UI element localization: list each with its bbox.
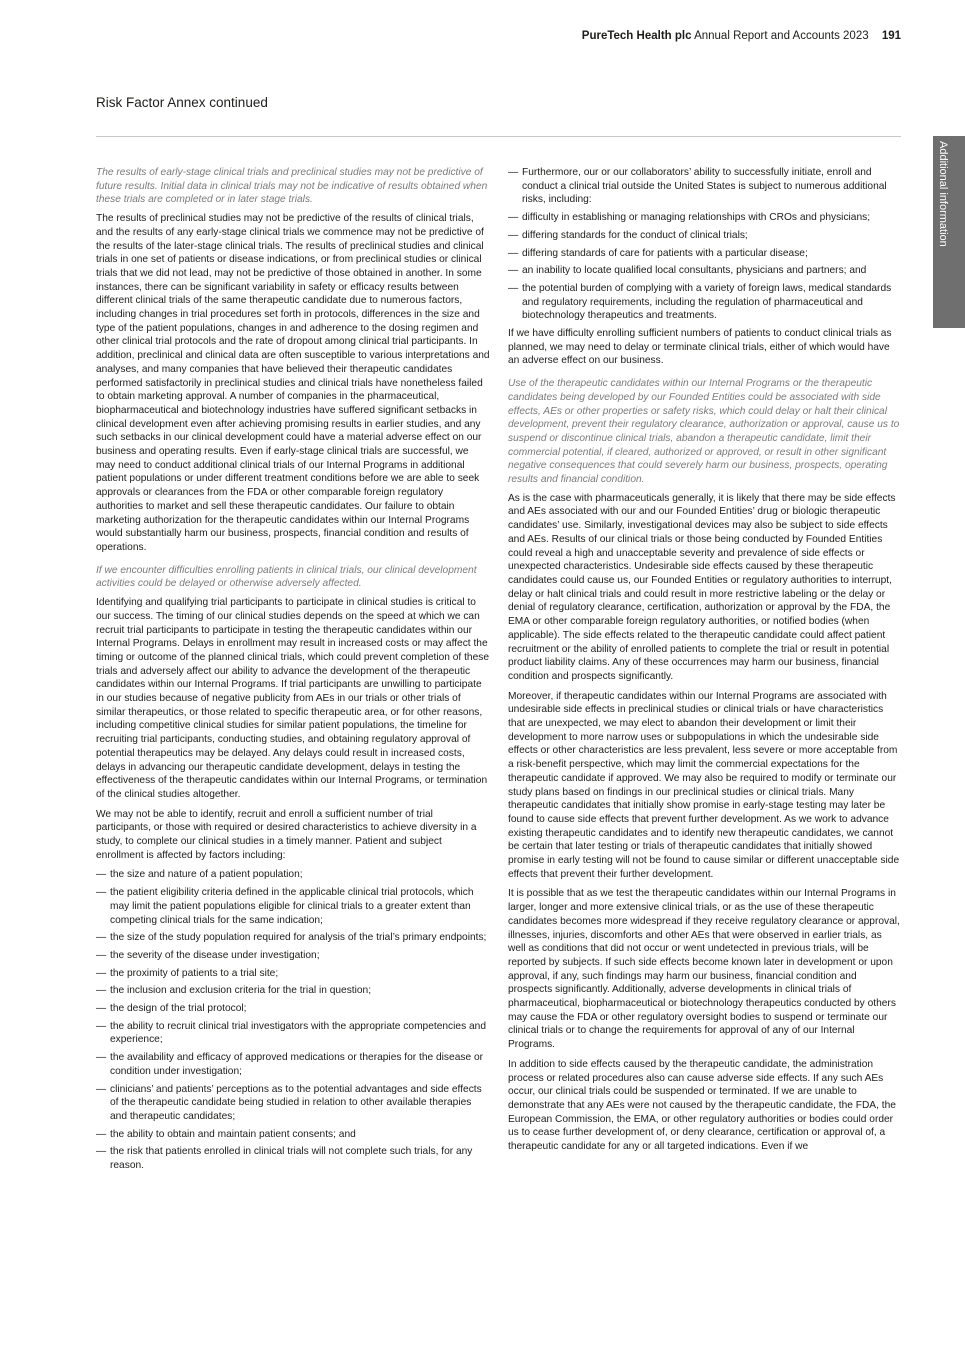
paragraph: In addition to side effects caused by the therapeutic candidate, the administration process or related procedures also can cause adverse side effects. If any such AEs occur, our clinical trials could be suspended or terminated. If we are unable to demonstrate that any AEs were not caused by the therapeutic candidate, the FDA, the European Commission, the EMA, or other regulatory authorities or bodies could order us to cease further development of, or deny clearance, certification or approval of, a therapeutic candidate for any or all targeted indications. Even if we [508, 1058, 896, 1153]
bullet-item: — the size of the study population required for analysis of the trial’s primary endpoints; [96, 931, 490, 945]
paragraph: Moreover, if therapeutic candidates within our Internal Programs are associated with undesirable side effects in preclinical studies or clinical trials or have characteristics that are unexpected, we may elect to abandon their development or limit their development to more narrow uses or subpopulations in which the undesirable side effects or other characteristics are less prevalent, less severe or more acceptable from a risk-benefit perspective, which may limit the commercial expectations for the therapeutic candidate if approved. We may also be required to modify or terminate our study plans based on findings in our preclinical studies or clinical trials. Many therapeutic candidates that initially show promise in early-stage testing may later be found to cause side effects that prevent further development. As we work to advance existing therapeutic candidates and to identify new therapeutic candidates, we cannot be certain that later testing or trials of therapeutic candidates that initially showed promise in early testing will not be found to cause similar or different unacceptable side effects that prevent their further development. [508, 690, 900, 880]
bullet-item: — differing standards for the conduct of clinical trials; [508, 229, 902, 243]
paragraph: We may not be able to identify, recruit and enroll a sufficient number of trial participants, or those with required or desired characteristics to achieve diversity in a study, to complete our clinical studies in a timely manner. Patient and subject enrollment is affected by factors including: [96, 808, 477, 861]
bullet-item: — differing standards of care for patients with a particular disease; [508, 247, 902, 261]
company-name: PureTech Health plc [581, 30, 692, 42]
paragraph: As is the case with pharmaceuticals generally, it is likely that there may be side effects and AEs associated with our and our Founded Entities’ drug or biologic therapeutic candidates’ use. Similarly, investigational devices may also be subject to side effects and AEs. Results of our clinical trials or those being conducted by Founded Entities could reveal a high and unacceptable severity and prevalence of side effects or unexpected characteristics. Undesirable side effects caused by these therapeutic candidates could cause us, our Founded Entities or regulatory authorities to interrupt, delay or halt clinical trials and could result in more restrictive labeling or the delay or denial of regulatory clearance, certification, authorization or approval by the FDA, the EMA or other comparable foreign regulatory authorities, or notified bodies (when applicable). The side effects related to the therapeutic candidate could affect patient recruitment or the ability of enrolled patients to complete the trial or result in potential product liability claims. Any of these occurrences may harm our business, financial condition and prospects significantly. [508, 492, 896, 682]
bullet-item: — an inability to locate qualified local consultants, physicians and partners; and [508, 264, 902, 278]
subheading: If we encounter difficulties enrolling patients in clinical trials, our clinical development activities could be delayed or otherwise adversely affected. [96, 564, 477, 590]
bullet-item: — the patient eligibility criteria defined in the applicable clinical trial protocols, which may limit the patient populations eligible for clinical trials to a greater extent than competing clinical trials for the same indication; [96, 886, 490, 927]
bullet-item: — the risk that patients enrolled in clinical trials will not complete such trials, for any reason. [96, 1145, 490, 1172]
bullet-item: — difficulty in establishing or managing relationships with CROs and physicians; [508, 211, 902, 225]
right-column [508, 166, 902, 1160]
bullet-item: — the severity of the disease under investigation; [96, 949, 490, 963]
bullet-item: — Furthermore, our or our collaborators’ ability to successfully initiate, enroll and conduct a clinical trial outside the United States is subject to numerous additional risks, including: [508, 166, 902, 207]
paragraph: Identifying and qualifying trial participants to participate in clinical studies is critical to our success. The timing of our clinical studies depends on the speed at which we can recruit trial participants to participate in testing the therapeutic candidates within our Internal Programs. Delays in enrollment may result in increased costs or may affect the timing or outcome of the planned clinical trials, which could prevent completion of these trials and adversely affect our ability to advance the development of the therapeutic candidates within our Internal Programs. If trial participants are unwilling to participate in our studies because of negative publicity from AEs in our trials or other trials of similar therapeutics, or those related to specific therapeutic area, or for other reasons, including competitive clinical studies for similar patient populations, the timeline for recruiting trial participants, conducting studies, and obtaining regulatory approval of potential therapeutics may be delayed. Any delays could result in increased costs, delays in advancing our therapeutic candidate development, delays in testing the effectiveness of the therapeutic candidates within our Internal Programs, or termination of the clinical studies altogether. [96, 597, 489, 800]
bullet-item: — the potential burden of complying with a variety of foreign laws, medical standards and regulatory requirements, including the regulation of pharmaceutical and biotechnology therapeutics and treatments. [508, 282, 902, 323]
header-divider [96, 136, 901, 137]
left-column [96, 166, 490, 1177]
report-title: Annual Report and Accounts 2023 [694, 30, 869, 42]
bullet-item: — the availability and efficacy of approved medications or therapies for the disease or condition under investigation; [96, 1051, 490, 1078]
paragraph: If we have difficulty enrolling sufficient numbers of patients to conduct clinical trials as planned, we may need to delay or terminate clinical trials, either of which would have an adverse effect on our business. [508, 328, 892, 367]
paragraph: It is possible that as we test the therapeutic candidates within our Internal Programs in larger, longer and more extensive clinical trials, or as the use of these therapeutic candidates becomes more widespread if they receive regulatory clearance or approval, illnesses, injuries, discomforts and other AEs that were observed in earlier trials, as well as conditions that did not occur or went undetected in previous trials, will be reported by subjects. If such side effects become known later in development or upon approval, if any, such findings may harm our business, financial condition and prospects significantly. Additionally, adverse developments in clinical trials of pharmaceutical, biopharmaceutical or biotechnology therapeutics conducted by others may cause the FDA or other regulatory oversight bodies to suspend or terminate our clinical trials or to change the requirements for approval of any of our Internal Programs. [508, 888, 900, 1051]
bullet-item: — the ability to obtain and maintain patient consents; and [96, 1128, 490, 1142]
subheading: Use of the therapeutic candidates within our Internal Programs or the therapeutic candidates being developed by our Founded Entities could be associated with side effects, AEs or other properties or safety risks, which could delay or halt their clinical development, prevent their regulatory clearance, authorization or approval, cause us to suspend or discontinue clinical trials, abandon a therapeutic candidate, limit their commercial potential, if cleared, authorized or approved, or result in other significant negative consequences that could severely harm our business, prospects, operating results and financial condition. [508, 378, 900, 486]
bullet-item: — the ability to recruit clinical trial investigators with the appropriate competencies and experience; [96, 1020, 490, 1047]
bullet-item: — clinicians’ and patients’ perceptions as to the potential advantages and side effects of the therapeutic candidate being studied in relation to other available therapies and therapeutic candidates; [96, 1083, 490, 1124]
paragraph: The results of preclinical studies may not be predictive of the results of clinical trials, and the results of any early-stage clinical trials we commence may not be predictive of the results of the later-stage clinical trials. The results of preclinical studies and clinical trials in one set of patients or disease indications, or from preclinical studies or clinical trials that we did not lead, may not be predictive of those obtained in another. In some instances, there can be significant variability in safety or efficacy results between different clinical trials of the same therapeutic candidate due to numerous factors, including changes in trial procedures set forth in protocols, differences in the size and type of the patient populations, changes in and adherence to the dosing regimen and other clinical trial protocols and the rate of dropout among clinical trial participants. In addition, preclinical and clinical data are often susceptible to various interpretations and analyses, and many companies that have believed their therapeutic candidates performed satisfactorily in preclinical studies and clinical trials have nonetheless failed to obtain marketing approval. A number of companies in the pharmaceutical, biopharmaceutical and biotechnology industries have suffered significant setbacks in clinical development even after achieving promising results in earlier studies, and any such setbacks in our clinical development could have a material adverse effect on our business and operating results. Even if early-stage clinical trials are successful, we may need to conduct additional clinical trials of our Internal Programs in additional patient populations or under different treatment conditions before we are able to seek approvals or clearances from the FDA or other comparable foreign regulatory authorities to market and sell these therapeutic candidates. Our failure to obtain marketing authorization for the therapeutic candidates within our Internal Programs would substantially harm our business, prospects, financial condition and results of operations. [96, 213, 490, 553]
page-header [582, 30, 901, 42]
bullet-item: — the inclusion and exclusion criteria for the trial in question; [96, 984, 490, 998]
page-number: 191 [881, 30, 901, 42]
subheading: The results of early-stage clinical trials and preclinical studies may not be predictive of future results. Initial data in clinical trials may not be indicative of results obtained when these trials are completed or in later stage trials. [96, 167, 488, 206]
side-tab [933, 136, 965, 328]
section-title: Risk Factor Annex continued [96, 95, 268, 110]
bullet-item: — the proximity of patients to a trial site; [96, 967, 490, 981]
bullet-item: — the design of the trial protocol; [96, 1002, 490, 1016]
side-tab-label: Additional information [937, 141, 949, 247]
bullet-item: — the size and nature of a patient population; [96, 868, 490, 882]
